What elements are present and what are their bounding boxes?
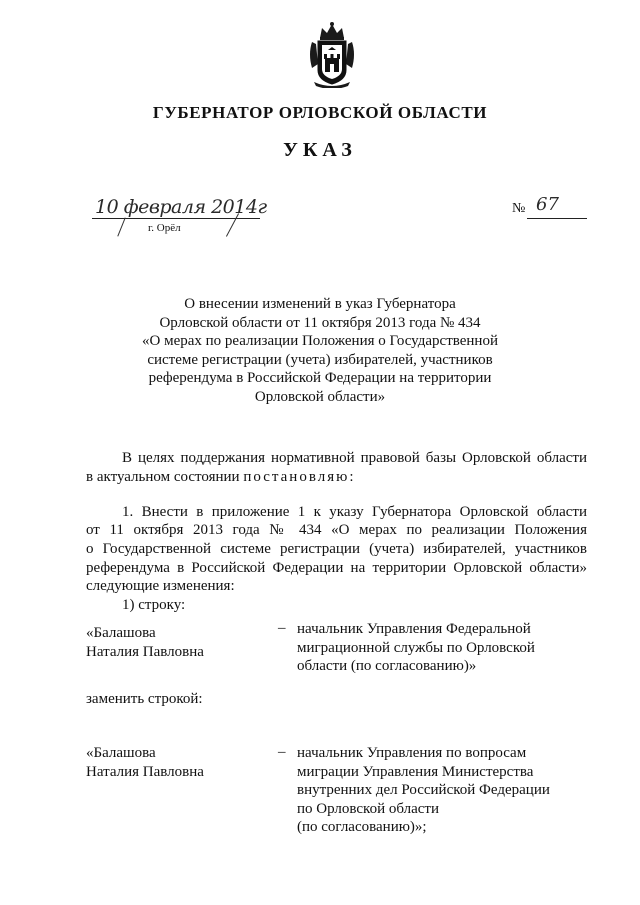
new-row-description: [297, 744, 550, 837]
subitem-label: 1) строку:: [122, 597, 186, 613]
name-line: Наталия Павловна: [86, 643, 204, 660]
description-line: (по согласованию)»;: [297, 819, 427, 836]
document-type: УКАЗ: [283, 139, 357, 161]
description-line: начальник Управления Федеральной: [297, 621, 531, 637]
title-line: «О мерах по реализации Положения о Государственной: [142, 333, 498, 350]
title-line: Орловской области от 11 октября 2013 года № 434: [159, 314, 481, 331]
replace-instruction: заменить строкой:: [86, 691, 203, 707]
name-line: Наталия Павловна: [86, 763, 204, 780]
item-line: 1. Внести в приложение 1 к указу Губернатора Орловской области: [122, 504, 587, 520]
new-row-name: [86, 744, 204, 781]
preamble-colon: :: [349, 469, 354, 485]
title-line: референдума в Российской Федерации на территории: [148, 370, 492, 387]
preamble-line: [86, 468, 353, 487]
description-line: начальник Управления по вопросам: [297, 745, 527, 761]
item-line: от 11 октября 2013 года № 434 «О мерах по реализации Положения: [86, 522, 587, 538]
description-line: внутренних дел Российской Федерации: [297, 782, 550, 799]
number-label: №: [512, 201, 526, 216]
name-line: «Балашова: [86, 625, 156, 641]
handwritten-date: 10 февраля 2014г: [95, 196, 267, 218]
authority-heading: ГУБЕРНАТОР ОРЛОВСКОЙ ОБЛАСТИ: [152, 103, 488, 122]
preamble-decree-word: постановляю: [243, 469, 350, 485]
description-line: области (по согласованию)»: [297, 658, 477, 675]
old-row-dash: –: [278, 620, 286, 636]
preamble-text: в актуальном состоянии: [86, 469, 244, 485]
old-row-description: [297, 620, 535, 676]
item-line: референдума в Российской Федерации на территории Орловской области»: [86, 560, 587, 576]
title-line: О внесении изменений в указ Губернатора: [184, 296, 456, 312]
number-underline: [527, 218, 587, 219]
item-line: о Государственной системе регистрации (учета) избирателей, участников: [86, 541, 587, 557]
coat-of-arms-emblem: [306, 20, 358, 88]
decree-title: [0, 295, 640, 407]
description-line: миграции Управления Министерства: [297, 763, 534, 780]
title-line: Орловской области»: [254, 388, 386, 405]
description-line: миграционной службы по Орловской: [297, 639, 535, 656]
name-line: «Балашова: [86, 745, 156, 761]
description-line: по Орловской области: [297, 800, 439, 817]
new-row-dash: –: [278, 744, 286, 760]
date-field-slash: [117, 218, 125, 237]
item-line: следующие изменения:: [86, 578, 235, 594]
old-row-name: [86, 624, 204, 661]
handwritten-number: 67: [536, 194, 559, 215]
city-label: г. Орёл: [148, 222, 181, 234]
preamble-line: В целях поддержания нормативной правовой базы Орловской области: [122, 450, 587, 466]
title-line: системе регистрации (учета) избирателей, участников: [147, 351, 493, 368]
